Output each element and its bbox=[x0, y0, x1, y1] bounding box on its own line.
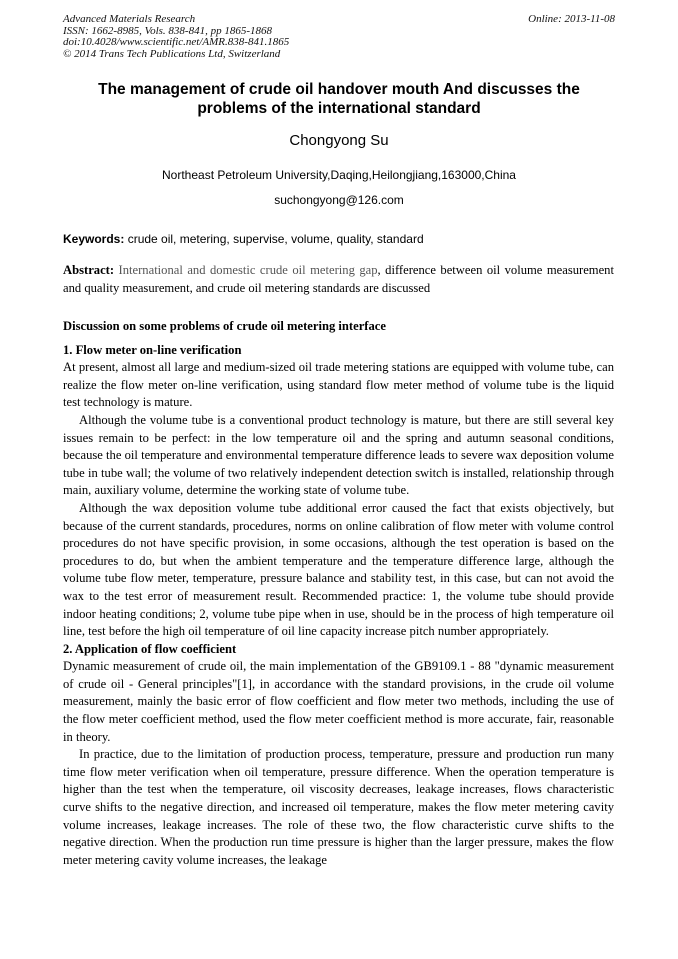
main-heading: Discussion on some problems of crude oil metering interface bbox=[63, 319, 386, 333]
journal-header bbox=[63, 14, 289, 60]
title-line-2: problems of the international standard bbox=[197, 100, 481, 117]
paragraph: At present, almost all large and medium-sized oil trade metering stations are equipped with volume tube, can realize the flow meter on-line verification, using standard flow meter method of volume tube is the liquid test technology is mature. bbox=[63, 360, 614, 410]
keywords-label: Keywords: bbox=[63, 232, 125, 246]
doi-line: doi:10.4028/www.scientific.net/AMR.838-841.1865 bbox=[63, 36, 290, 48]
author-name: Chongyong Su bbox=[289, 132, 389, 149]
copyright-line: © 2014 Trans Tech Publications Ltd, Switzerland bbox=[63, 47, 281, 60]
paragraph: Dynamic measurement of crude oil, the main implementation of the GB9109.1 - 88 "dynamic measurement of crude oil - General principles"[1], in accordance with the standard provisions, in the crude oil volume measurement, mainly the basic error of flow coefficient and flow meter two methods, including the use of the flow meter coefficient method, used the flow meter coefficient method is more accurate, fair, reasonable in theory. bbox=[63, 659, 614, 744]
issn-line: ISSN: 1662-8985, Vols. 838-841, pp 1865-1868 bbox=[63, 24, 272, 37]
section-heading-2: 2. Application of flow coefficient bbox=[63, 641, 237, 656]
author-email: suchongyong@126.com bbox=[274, 193, 404, 207]
abstract-label: Abstract: bbox=[63, 263, 115, 277]
abstract bbox=[63, 262, 614, 297]
paragraph: Although the wax deposition volume tube additional error caused the fact that exists objectively, but because of the current standards, procedures, norms on online calibration of flow meter with volume control procedures do not have specific provision, in some occasions, although the test operation is based on the procedures to do, but when the ambient temperature and the temperature difference large, although the volume tube flow meter, temperature, pressure balance and stability test, in this case, but can not avoid the wax to the test error of measurement result. Recommended practice: 1, the volume tube should provide indoor heating conditions; 2, volume tube pipe when in use, should be in the process of high temperature oil line, test before the high oil temperature of oil line capacity increase pitch number appropriately. bbox=[63, 500, 614, 639]
abstract-gray-text: International and domestic crude oil metering gap bbox=[114, 263, 378, 277]
paragraph: In practice, due to the limitation of production process, temperature, pressure and production run many time flow meter verification when oil temperature, pressure difference. When the operation temperature is higher than the test when the temperature, oil viscosity decreases, leakage increases, flows characteristic curve shifts to the negative direction, and increased oil temperature, makes the flow meter metering cavity volume increases, leakage increases. The role of these two, the flow characteristic curve shifts to the negative direction. When the production run time pressure is higher than the larger pressure, makes the flow meter metering cavity volume increases, the leakage bbox=[63, 747, 614, 867]
main-body bbox=[63, 318, 614, 869]
section-heading-1: 1. Flow meter on-line verification bbox=[63, 342, 242, 357]
journal-name: Advanced Materials Research bbox=[63, 13, 196, 25]
author-affiliation: Northeast Petroleum University,Daqing,Heilongjiang,163000,China bbox=[162, 168, 516, 182]
online-date: Online: 2013-11-08 bbox=[528, 13, 615, 25]
title-line-1: The management of crude oil handover mouth And discusses the bbox=[98, 81, 580, 98]
keywords bbox=[63, 232, 424, 246]
paper-title bbox=[63, 80, 615, 118]
abstract-text: , difference between oil volume measurement and quality measurement, and crude oil metering standards are discussed bbox=[63, 263, 614, 295]
paragraph: Although the volume tube is a conventional product technology is mature, but there are still several key issues remain to be perfect: in the low temperature oil and the spring and autumn seasonal conditions, because the oil temperature and environmental temperature difference leads to severe wax deposition volume tube in tube wall; the volume of two relatively independent detection switch is installed, relationship through main, auxiliary volume, determine the working state of volume tube. bbox=[63, 412, 614, 498]
keywords-text: crude oil, metering, supervise, volume, quality, standard bbox=[124, 232, 424, 246]
